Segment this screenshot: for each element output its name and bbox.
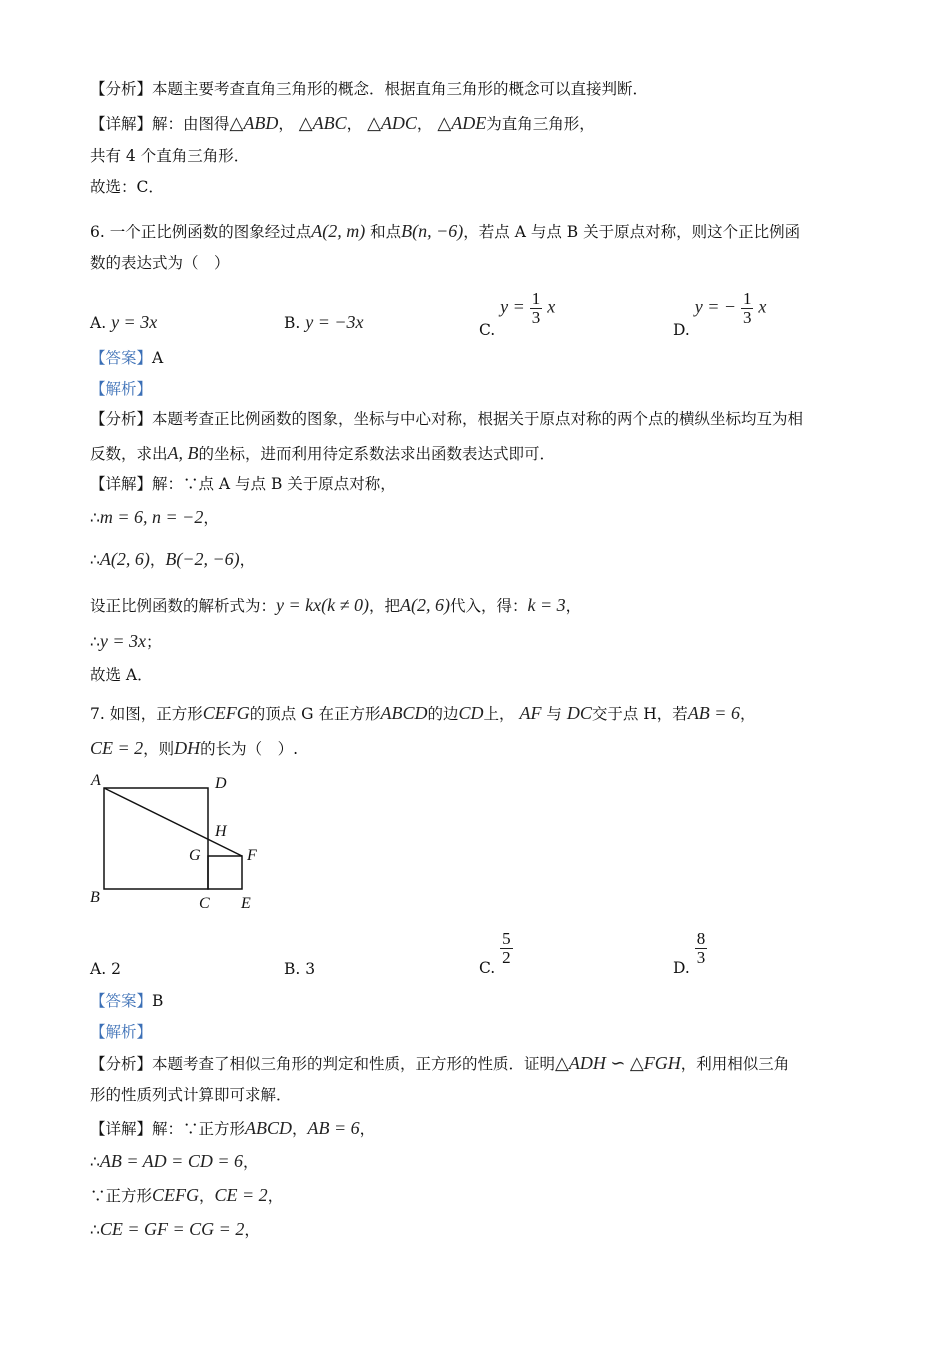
- q7-detail-text: 【详解】解：∵正方形: [90, 1120, 246, 1138]
- comma: ，: [149, 551, 166, 569]
- label-b: B: [90, 889, 100, 906]
- q6-stem-text1: 6. 一个正比例函数的图象经过点: [90, 223, 312, 241]
- q7-detail-line4: [90, 1218, 260, 1241]
- label-d: D: [215, 775, 227, 792]
- answer-value: B: [152, 992, 164, 1010]
- answer-value: A: [152, 349, 164, 367]
- comma: ，: [239, 551, 256, 569]
- comma: ，: [199, 1187, 215, 1205]
- q7-sq-cefg-2: CEFG: [152, 1185, 200, 1205]
- q7-analysis-line1: [90, 1052, 789, 1075]
- q6-result-expr: y = 3x: [99, 631, 146, 651]
- q7-seg-dh: DH: [174, 738, 201, 758]
- q7-similar: △ADH ∽ △FGH: [555, 1053, 681, 1073]
- label-f: F: [247, 847, 257, 864]
- q7-option-b: [284, 960, 315, 978]
- q6-option-b: [284, 312, 364, 333]
- q6-stem-line2: 数的表达式为（ ）: [90, 254, 230, 272]
- q6-option-a: [90, 312, 157, 333]
- q6-detail-line3: [90, 548, 255, 571]
- q5-detail-prefix: 【详解】解：由图得: [90, 115, 230, 133]
- q5-count: 共有 4 个直角三角形．: [90, 147, 250, 165]
- segment-af: [104, 788, 242, 856]
- q7-analysis-text: 【分析】本题考查了相似三角形的判定和性质，正方形的性质．证明: [90, 1055, 556, 1073]
- q6-detail-line4: [90, 594, 581, 617]
- q7-analysis-text2: ，利用相似三角: [680, 1055, 790, 1073]
- q6-detail-line2: [90, 506, 219, 529]
- q6-set-k: k = 3: [527, 595, 566, 615]
- q7-ce2: CE = 2: [90, 738, 144, 758]
- therefore-symbol: ∴: [90, 1153, 100, 1171]
- therefore-symbol: ∴: [90, 509, 100, 527]
- option-var: x: [547, 296, 556, 317]
- q7-text: 7. 如图，正方形: [90, 705, 203, 723]
- q7-analysis-line2: 形的性质列式计算即可求解．: [90, 1086, 292, 1104]
- q7-detail-line1: [90, 1117, 375, 1140]
- q6-point-b: B(n, −6): [401, 221, 464, 241]
- q6-set-expr: y = kx(k ≠ 0): [276, 595, 369, 615]
- q5-choice: 故选：C．: [90, 178, 164, 196]
- option-expr: y = −3x: [305, 312, 364, 332]
- comma: ，: [565, 597, 582, 615]
- q7-text: 的顶点 G 在正方形: [249, 705, 381, 723]
- q7-text: 上，: [483, 705, 515, 723]
- q7-sq-abcd: ABCD: [380, 703, 428, 723]
- option-letter: B.: [284, 960, 301, 978]
- q5-tri-ade: △ADE: [437, 113, 487, 133]
- q7-ce2-2: CE = 2: [214, 1185, 268, 1205]
- option-var: x: [758, 296, 767, 317]
- q6-stem-line1: [90, 220, 800, 243]
- q5-tri-adc: △ADC: [367, 113, 417, 133]
- q6-jiexi: 【解析】: [90, 380, 153, 398]
- semicolon: ；: [146, 633, 162, 651]
- comma: ，: [203, 509, 219, 527]
- option-fraction: $\frac{8}{3}$: [696, 929, 706, 967]
- comma: ，: [244, 1221, 260, 1239]
- q7-answer: [90, 990, 163, 1012]
- q7-text: ，则: [143, 740, 175, 758]
- option-lhs: y =: [500, 296, 525, 317]
- q6-stem-text2: ，若点 A 与点 B 关于原点对称，则这个正比例函: [463, 223, 801, 241]
- label-e: E: [241, 895, 251, 912]
- q7-text: 的长为（ ）.: [200, 740, 299, 758]
- q7-text: 与: [546, 705, 562, 723]
- q7-stem-line1: [90, 702, 755, 725]
- q7-option-c: [479, 929, 513, 977]
- q5-detail: 【详解】解：由图得△ABD， △ABC， △ADC， △ADE为直角三角形，: [90, 113, 595, 133]
- q7-text: 交于点 H，若: [591, 705, 688, 723]
- q7-figure: [85, 768, 275, 913]
- q7-seg-cd: CD: [458, 703, 484, 723]
- q6-set-point: A(2, 6): [400, 595, 450, 615]
- q6-analysis-text: 反数，求出: [90, 445, 168, 463]
- q6-option-d: [673, 289, 767, 339]
- option-value: 3: [305, 960, 316, 978]
- q6-analysis-line2: [90, 442, 555, 465]
- q6-detail-line1: 【详解】解：∵点 A 与点 B 关于原点对称，: [90, 475, 396, 493]
- q5-detail-suffix: 为直角三角形，: [486, 115, 595, 133]
- q7-equal-small: CE = GF = CG = 2: [99, 1219, 245, 1239]
- q6-analysis-ab: A, B: [167, 443, 199, 463]
- q6-answer: [90, 347, 163, 369]
- q7-sq-abcd-2: ABCD: [245, 1118, 293, 1138]
- option-letter: D.: [673, 958, 690, 977]
- q6-point-a: A(2, m): [311, 221, 366, 241]
- q7-option-d: [673, 929, 707, 977]
- label-h: H: [215, 823, 227, 840]
- q5-analysis: 【分析】本题主要考查直角三角形的概念．根据直角三角形的概念可以直接判断．: [90, 80, 649, 98]
- therefore-symbol: ∴: [90, 633, 100, 651]
- therefore-symbol: ∴: [90, 1221, 100, 1239]
- q6-b-coord: B(−2, −6): [165, 549, 240, 569]
- q7-seg-dc: DC: [566, 703, 592, 723]
- option-letter: B.: [284, 314, 301, 332]
- option-fraction: $\frac{5}{2}$: [502, 929, 511, 967]
- q5-tri-abd: △ABD: [229, 113, 279, 133]
- q6-choice: 故选 A．: [90, 666, 153, 684]
- square-abcd: [104, 788, 208, 889]
- label-a: A: [91, 772, 101, 789]
- q7-sq-cefg: CEFG: [202, 703, 250, 723]
- therefore-symbol: ∴: [90, 551, 100, 569]
- square-cefg: [208, 856, 242, 889]
- q6-set-text3: 代入，得：: [450, 597, 528, 615]
- q6-option-c: [479, 289, 556, 339]
- comma: ，: [359, 1120, 376, 1138]
- q7-stem-line2: [90, 737, 298, 760]
- q7-detail-line2: [90, 1150, 259, 1173]
- option-fraction: $\frac{1}{3}$: [742, 289, 752, 327]
- q6-analysis-line1: 【分析】本题考查正比例函数的图象，坐标与中心对称，根据关于原点对称的两个点的横纵坐标均互为相: [90, 410, 804, 428]
- label-c: C: [199, 895, 210, 912]
- q7-option-a: [90, 960, 121, 978]
- because-text: ∵正方形: [90, 1187, 153, 1205]
- option-lhs: y = −: [694, 296, 737, 317]
- q6-analysis-text2: 的坐标，进而利用待定系数法求出函数表达式即可．: [198, 445, 556, 463]
- q7-ab6: AB = 6: [687, 703, 740, 723]
- comma: ，: [739, 705, 756, 723]
- q7-seg-af: AF: [519, 703, 542, 723]
- q7-jiexi: 【解析】: [90, 1023, 153, 1041]
- comma: ，: [242, 1153, 259, 1171]
- q7-equal-sides: AB = AD = CD = 6: [99, 1151, 243, 1171]
- q7-ab6-2: AB = 6: [307, 1118, 360, 1138]
- option-letter: C.: [479, 958, 496, 977]
- label-g: G: [189, 847, 201, 864]
- option-expr: y = 3x: [111, 312, 158, 332]
- q6-set-text2: ，把: [369, 597, 401, 615]
- q6-detail-line5: [90, 630, 162, 653]
- comma: ，: [267, 1187, 284, 1205]
- option-letter: A.: [90, 960, 107, 978]
- option-value: 2: [111, 960, 121, 978]
- q6-a-coord: A(2, 6): [99, 549, 150, 569]
- answer-label: 【答案】: [90, 349, 153, 367]
- comma: ，: [292, 1120, 308, 1138]
- q6-mn: m = 6, n = −2: [99, 507, 204, 527]
- option-letter: D.: [673, 320, 690, 339]
- option-letter: C.: [479, 320, 496, 339]
- q5-tri-abc: △ABC: [298, 113, 347, 133]
- option-letter: A.: [90, 314, 107, 332]
- answer-label: 【答案】: [90, 992, 153, 1010]
- q6-set-text: 设正比例函数的解析式为：: [90, 597, 277, 615]
- q6-and-point: 和点: [370, 223, 402, 241]
- q7-text: 的边: [427, 705, 459, 723]
- q7-detail-line3: [90, 1184, 283, 1207]
- option-fraction: $\frac{1}{3}$: [531, 289, 541, 327]
